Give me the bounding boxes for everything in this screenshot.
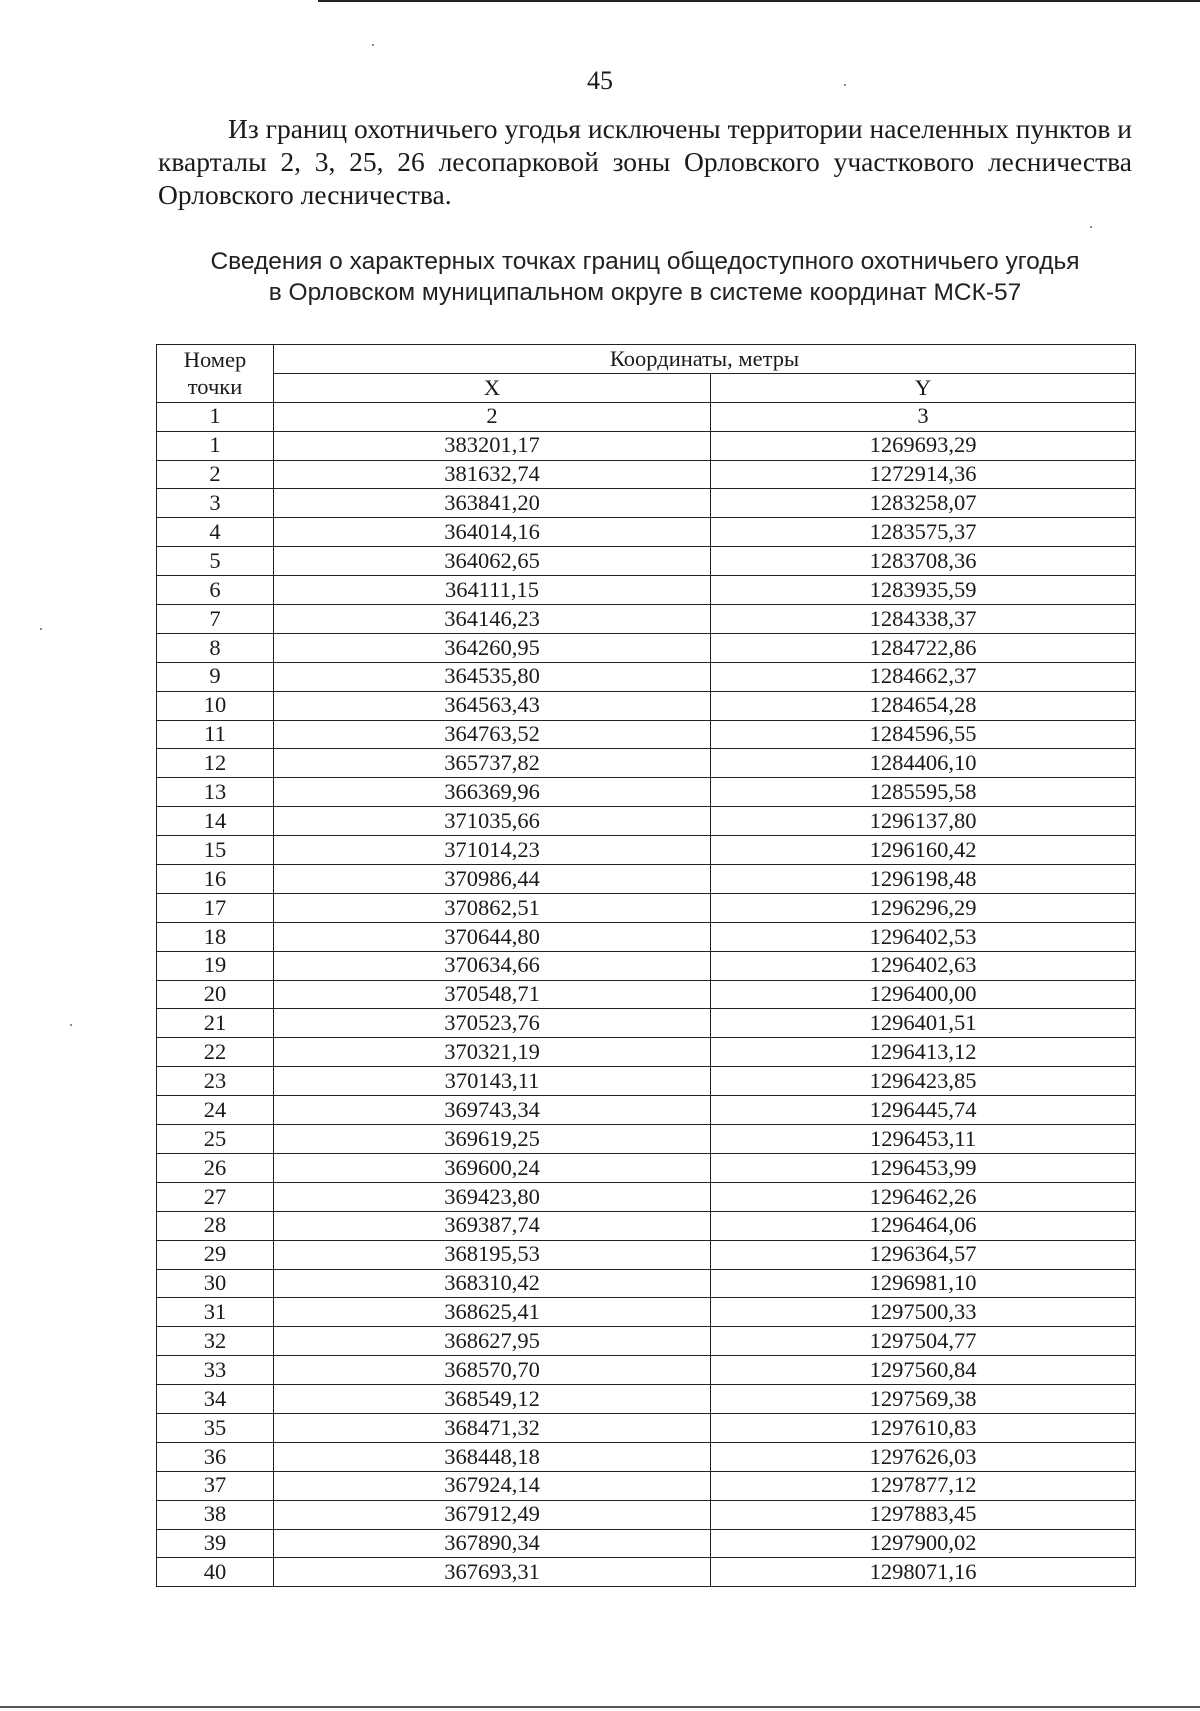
scan-speck [70, 1024, 72, 1026]
x-coordinate-cell: 381632,74 [274, 460, 711, 489]
y-coordinate-cell: 1297610,83 [711, 1413, 1136, 1442]
x-coordinate-cell: 364763,52 [274, 720, 711, 749]
y-coordinate-cell: 1297626,03 [711, 1442, 1136, 1471]
table-row [157, 1385, 1136, 1414]
point-number-cell: 32 [157, 1327, 274, 1356]
top-edge-rule [318, 0, 1200, 2]
y-coordinate-cell: 1296402,53 [711, 922, 1136, 951]
x-coordinate-cell: 364535,80 [274, 662, 711, 691]
table-row [157, 922, 1136, 951]
table-row [157, 633, 1136, 662]
x-coordinate-cell: 370634,66 [274, 951, 711, 980]
table-row [157, 431, 1136, 460]
x-coordinate-cell: 367912,49 [274, 1500, 711, 1529]
y-coordinate-cell: 1269693,29 [711, 431, 1136, 460]
header-y: Y [711, 373, 1136, 402]
x-coordinate-cell: 371014,23 [274, 836, 711, 865]
table-row [157, 1500, 1136, 1529]
point-number-cell: 23 [157, 1067, 274, 1096]
table-row [157, 1038, 1136, 1067]
header-x: X [274, 373, 711, 402]
table-row [157, 1558, 1136, 1587]
point-number-cell: 31 [157, 1298, 274, 1327]
point-number-cell: 9 [157, 662, 274, 691]
header-coordinates: Координаты, метры [274, 345, 1136, 374]
y-coordinate-cell: 1297900,02 [711, 1529, 1136, 1558]
x-coordinate-cell: 364563,43 [274, 691, 711, 720]
table-row [157, 807, 1136, 836]
x-coordinate-cell: 368471,32 [274, 1413, 711, 1442]
point-number-cell: 11 [157, 720, 274, 749]
y-coordinate-cell: 1296462,26 [711, 1182, 1136, 1211]
y-coordinate-cell: 1272914,36 [711, 460, 1136, 489]
point-number-cell: 2 [157, 460, 274, 489]
point-number-cell: 15 [157, 836, 274, 865]
y-coordinate-cell: 1297500,33 [711, 1298, 1136, 1327]
point-number-cell: 34 [157, 1385, 274, 1414]
x-coordinate-cell: 364260,95 [274, 633, 711, 662]
scan-speck [372, 44, 374, 46]
scan-speck [1090, 226, 1092, 228]
coordinates-table [156, 344, 1136, 1587]
point-number-cell: 21 [157, 1009, 274, 1038]
table-row [157, 749, 1136, 778]
table-row [157, 1096, 1136, 1125]
x-coordinate-cell: 367693,31 [274, 1558, 711, 1587]
table-row [157, 1067, 1136, 1096]
point-number-cell: 5 [157, 547, 274, 576]
page-number: 45 [587, 66, 613, 95]
y-coordinate-cell: 1284654,28 [711, 691, 1136, 720]
point-number-cell: 13 [157, 778, 274, 807]
intro-paragraph: Из границ охотничьего угодья исключены территории населенных пунктов и кварталы 2, 3, 25, 26 лесопарковой зоны Орловского участкового лесничества Орловского лесничества. [158, 113, 1132, 210]
point-number-cell: 29 [157, 1240, 274, 1269]
point-number-cell: 27 [157, 1182, 274, 1211]
x-coordinate-cell: 370321,19 [274, 1038, 711, 1067]
point-number-cell: 38 [157, 1500, 274, 1529]
point-number-cell: 24 [157, 1096, 274, 1125]
table-row [157, 489, 1136, 518]
y-coordinate-cell: 1284406,10 [711, 749, 1136, 778]
point-number-cell: 33 [157, 1356, 274, 1385]
table-row [157, 1413, 1136, 1442]
x-coordinate-cell: 370523,76 [274, 1009, 711, 1038]
x-coordinate-cell: 369619,25 [274, 1125, 711, 1154]
y-coordinate-cell: 1297504,77 [711, 1327, 1136, 1356]
x-coordinate-cell: 365737,82 [274, 749, 711, 778]
table-row [157, 662, 1136, 691]
point-number-cell: 10 [157, 691, 274, 720]
point-number-cell: 37 [157, 1471, 274, 1500]
point-number-cell: 12 [157, 749, 274, 778]
x-coordinate-cell: 370986,44 [274, 865, 711, 894]
point-number-cell: 35 [157, 1413, 274, 1442]
table-row [157, 1298, 1136, 1327]
y-coordinate-cell: 1283708,36 [711, 547, 1136, 576]
point-number-cell: 25 [157, 1125, 274, 1154]
x-coordinate-cell: 366369,96 [274, 778, 711, 807]
table-row [157, 1240, 1136, 1269]
y-coordinate-cell: 1284338,37 [711, 605, 1136, 634]
x-coordinate-cell: 368310,42 [274, 1269, 711, 1298]
point-number-cell: 6 [157, 576, 274, 605]
x-coordinate-cell: 369387,74 [274, 1211, 711, 1240]
x-coordinate-cell: 363841,20 [274, 489, 711, 518]
x-coordinate-cell: 370143,11 [274, 1067, 711, 1096]
table-row [157, 1356, 1136, 1385]
point-number-cell: 28 [157, 1211, 274, 1240]
y-coordinate-cell: 1296464,06 [711, 1211, 1136, 1240]
y-coordinate-cell: 1297569,38 [711, 1385, 1136, 1414]
y-coordinate-cell: 1297560,84 [711, 1356, 1136, 1385]
y-coordinate-cell: 1296296,29 [711, 893, 1136, 922]
point-number-cell: 30 [157, 1269, 274, 1298]
y-coordinate-cell: 1296400,00 [711, 980, 1136, 1009]
x-coordinate-cell: 368549,12 [274, 1385, 711, 1414]
x-coordinate-cell: 370644,80 [274, 922, 711, 951]
table-row [157, 576, 1136, 605]
point-number-cell: 22 [157, 1038, 274, 1067]
x-coordinate-cell: 367890,34 [274, 1529, 711, 1558]
y-coordinate-cell: 1283575,37 [711, 518, 1136, 547]
point-number-cell: 4 [157, 518, 274, 547]
x-coordinate-cell: 367924,14 [274, 1471, 711, 1500]
x-coordinate-cell: 368625,41 [274, 1298, 711, 1327]
column-number-1: 1 [157, 402, 274, 431]
table-row [157, 460, 1136, 489]
x-coordinate-cell: 369600,24 [274, 1153, 711, 1182]
point-number-cell: 19 [157, 951, 274, 980]
y-coordinate-cell: 1296413,12 [711, 1038, 1136, 1067]
scan-speck [40, 628, 42, 630]
y-coordinate-cell: 1283258,07 [711, 489, 1136, 518]
x-coordinate-cell: 364111,15 [274, 576, 711, 605]
x-coordinate-cell: 368627,95 [274, 1327, 711, 1356]
x-coordinate-cell: 369743,34 [274, 1096, 711, 1125]
point-number-cell: 16 [157, 865, 274, 894]
point-number-cell: 8 [157, 633, 274, 662]
table-row [157, 1125, 1136, 1154]
table-row [157, 980, 1136, 1009]
column-number-2: 2 [274, 402, 711, 431]
point-number-cell: 36 [157, 1442, 274, 1471]
table-row [157, 1153, 1136, 1182]
table-row [157, 547, 1136, 576]
y-coordinate-cell: 1283935,59 [711, 576, 1136, 605]
y-coordinate-cell: 1296453,11 [711, 1125, 1136, 1154]
x-coordinate-cell: 370862,51 [274, 893, 711, 922]
x-coordinate-cell: 368570,70 [274, 1356, 711, 1385]
table-row [157, 691, 1136, 720]
y-coordinate-cell: 1297877,12 [711, 1471, 1136, 1500]
y-coordinate-cell: 1296423,85 [711, 1067, 1136, 1096]
x-coordinate-cell: 368195,53 [274, 1240, 711, 1269]
point-number-cell: 1 [157, 431, 274, 460]
table-row [157, 893, 1136, 922]
table-row [157, 1327, 1136, 1356]
y-coordinate-cell: 1296401,51 [711, 1009, 1136, 1038]
x-coordinate-cell: 369423,80 [274, 1182, 711, 1211]
x-coordinate-cell: 364062,65 [274, 547, 711, 576]
column-number-3: 3 [711, 402, 1136, 431]
bottom-edge-rule [0, 1706, 1200, 1708]
point-number-cell: 18 [157, 922, 274, 951]
table-row [157, 1009, 1136, 1038]
table-caption [150, 246, 1140, 308]
table-row [157, 1182, 1136, 1211]
y-coordinate-cell: 1297883,45 [711, 1500, 1136, 1529]
table-row [157, 1442, 1136, 1471]
point-number-cell: 7 [157, 605, 274, 634]
coordinates-table-body [157, 345, 1136, 1587]
table-row [157, 1471, 1136, 1500]
table-row [157, 605, 1136, 634]
point-number-cell: 20 [157, 980, 274, 1009]
y-coordinate-cell: 1296981,10 [711, 1269, 1136, 1298]
table-row [157, 1211, 1136, 1240]
table-row [157, 720, 1136, 749]
x-coordinate-cell: 371035,66 [274, 807, 711, 836]
x-coordinate-cell: 370548,71 [274, 980, 711, 1009]
table-row [157, 518, 1136, 547]
point-number-cell: 14 [157, 807, 274, 836]
y-coordinate-cell: 1296402,63 [711, 951, 1136, 980]
x-coordinate-cell: 383201,17 [274, 431, 711, 460]
y-coordinate-cell: 1296364,57 [711, 1240, 1136, 1269]
y-coordinate-cell: 1284722,86 [711, 633, 1136, 662]
table-row [157, 1529, 1136, 1558]
y-coordinate-cell: 1296160,42 [711, 836, 1136, 865]
table-row [157, 865, 1136, 894]
y-coordinate-cell: 1284662,37 [711, 662, 1136, 691]
header-point-number: Номер точки [157, 345, 274, 403]
point-number-cell: 26 [157, 1153, 274, 1182]
y-coordinate-cell: 1298071,16 [711, 1558, 1136, 1587]
x-coordinate-cell: 364014,16 [274, 518, 711, 547]
column-number-row [157, 402, 1136, 431]
point-number-cell: 39 [157, 1529, 274, 1558]
y-coordinate-cell: 1296445,74 [711, 1096, 1136, 1125]
point-number-cell: 40 [157, 1558, 274, 1587]
point-number-cell: 17 [157, 893, 274, 922]
y-coordinate-cell: 1285595,58 [711, 778, 1136, 807]
y-coordinate-cell: 1296198,48 [711, 865, 1136, 894]
table-row [157, 778, 1136, 807]
x-coordinate-cell: 368448,18 [274, 1442, 711, 1471]
scan-speck [844, 84, 846, 86]
header-row-1 [157, 345, 1136, 374]
table-row [157, 951, 1136, 980]
y-coordinate-cell: 1296453,99 [711, 1153, 1136, 1182]
y-coordinate-cell: 1284596,55 [711, 720, 1136, 749]
table-row [157, 836, 1136, 865]
header-row-2 [157, 373, 1136, 402]
y-coordinate-cell: 1296137,80 [711, 807, 1136, 836]
table-row [157, 1269, 1136, 1298]
point-number-cell: 3 [157, 489, 274, 518]
x-coordinate-cell: 364146,23 [274, 605, 711, 634]
caption-line-1: Сведения о характерных точках границ общедоступного охотничьего угодья [210, 248, 1080, 275]
caption-line-2: в Орловском муниципальном округе в системе координат МСК-57 [268, 279, 1022, 306]
